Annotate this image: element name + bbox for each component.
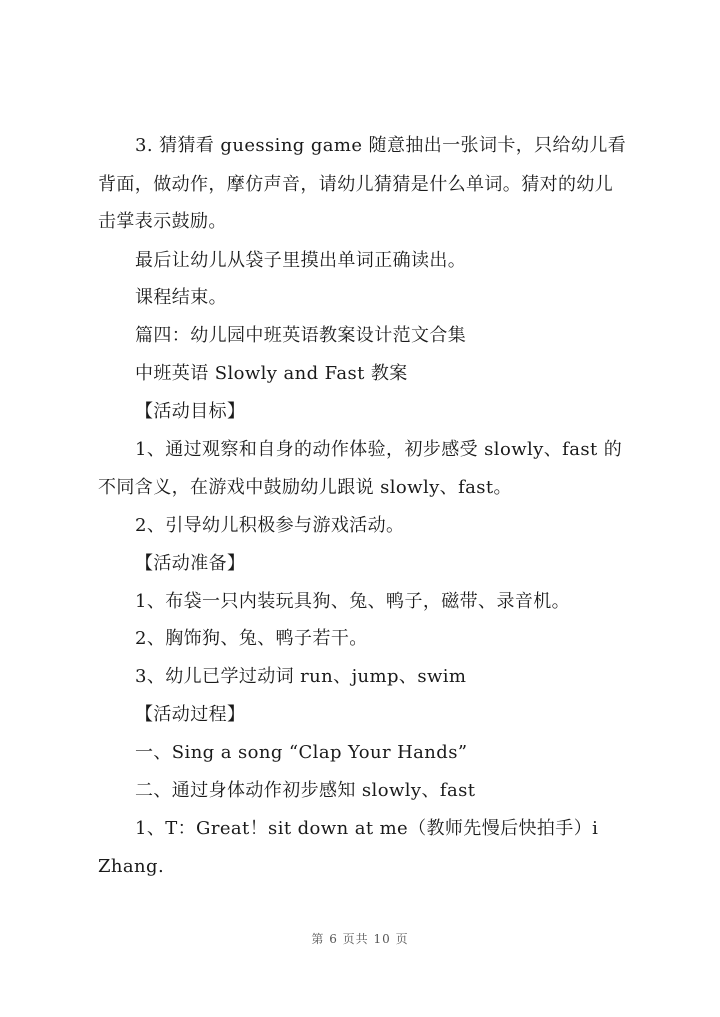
text-line-5: 课程结束。 [135,287,227,308]
lesson-title: 中班英语 Slowly and Fast 教案 [135,363,408,384]
heading-activity-process: 【活动过程】 [135,704,246,725]
text-line-18: 二、通过身体动作初步感知 slowly、fast [135,780,476,801]
section-heading: 篇四：幼儿园中班英语教案设计范文合集 [135,325,467,346]
heading-activity-goals: 【活动目标】 [135,401,246,422]
text-line-10: 不同含义，在游戏中鼓励幼儿跟说 slowly、fast。 [98,477,512,498]
text-line-17: 一、Sing a song “Clap Your Hands” [135,742,468,763]
text-line-14: 2、胸饰狗、兔、鸭子若干。 [135,628,368,649]
text-line-15: 3、幼儿已学过动词 run、jump、swim [135,666,467,687]
text-line-9: 1、通过观察和自身的动作体验，初步感受 slowly、fast 的 [135,439,623,460]
text-line-13: 1、布袋一只内装玩具狗、兔、鸭子，磁带、录音机。 [135,591,571,612]
text-line-1: 3. 猜猜看 guessing game 随意抽出一张词卡，只给幼儿看 [135,135,627,156]
text-line-19: 1、T：Great！sit down at me（教师先慢后快拍手）i [135,818,599,839]
text-line-3: 击掌表示鼓励。 [98,211,227,232]
text-line-2: 背面，做动作，摩仿声音，请幼儿猜猜是什么单词。猜对的幼儿 [98,174,614,195]
text-line-20: Zhang. [98,856,165,877]
page-footer: 第 6 页共 10 页 [311,932,409,946]
text-line-11: 2、引导幼儿积极参与游戏活动。 [135,515,405,536]
heading-activity-preparation: 【活动准备】 [135,553,246,574]
text-line-4: 最后让幼儿从袋子里摸出单词正确读出。 [135,250,467,271]
